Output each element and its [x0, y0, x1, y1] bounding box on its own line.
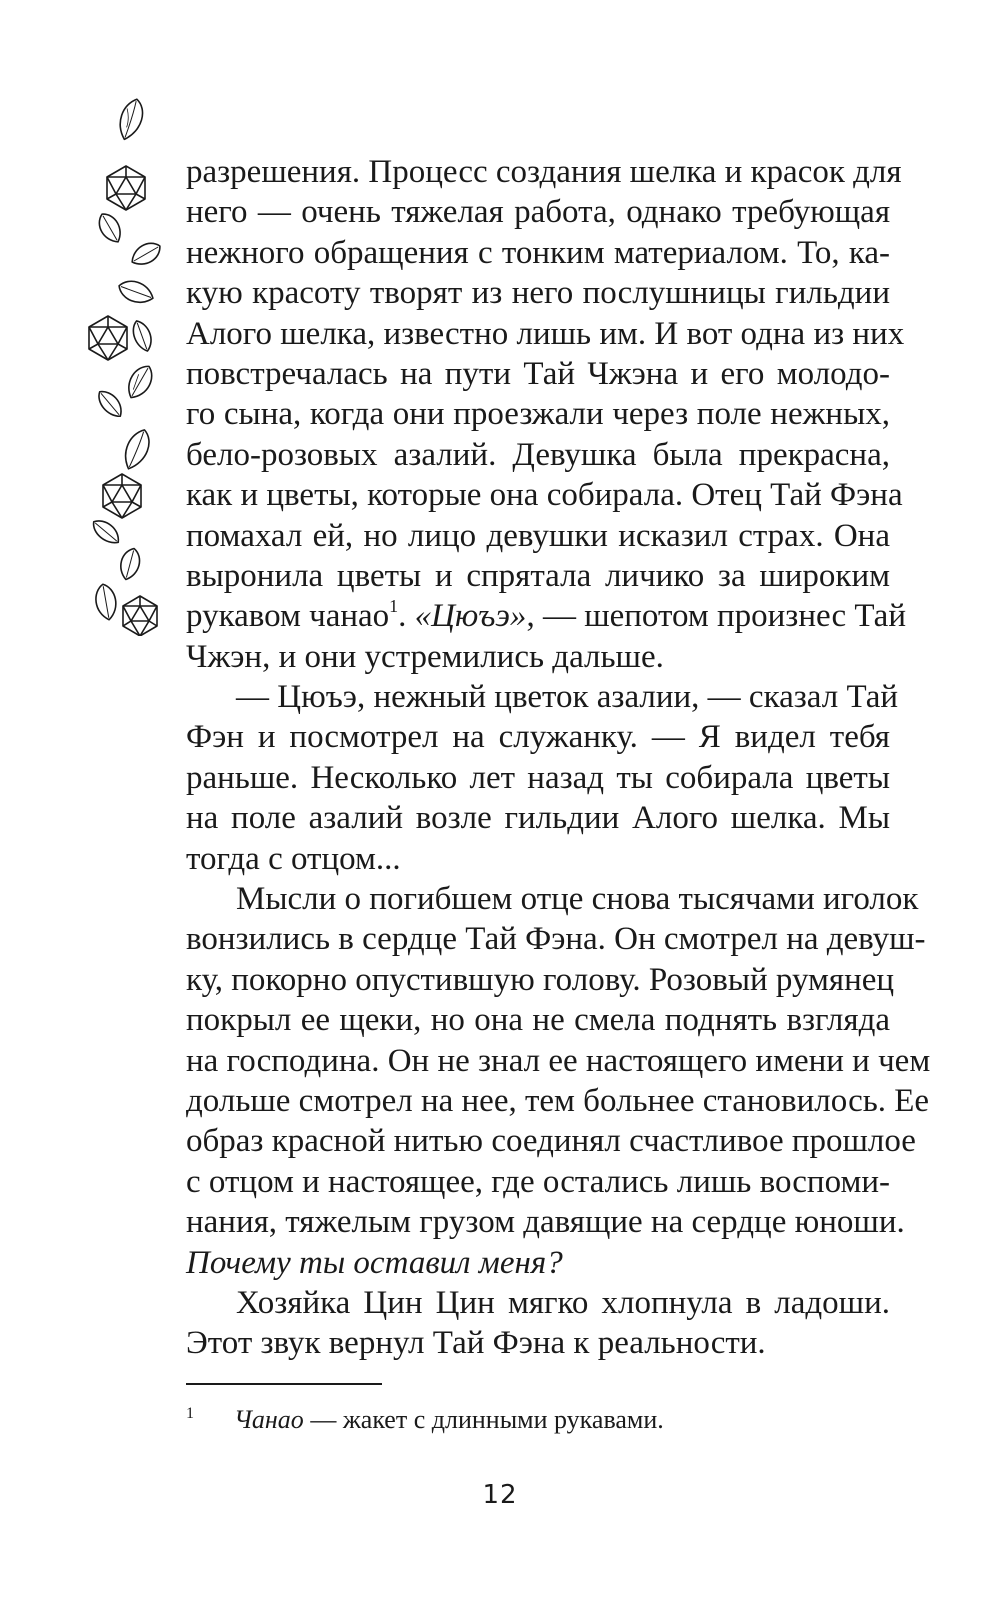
text-line: дольше смотрел на нее, тем больнее становилось. Ее	[186, 1082, 930, 1119]
text-line: на господина. Он не знал ее настоящего имени и чем	[186, 1042, 931, 1079]
petal-icon	[128, 238, 165, 270]
petal-icon	[94, 386, 127, 421]
icosahedron-icon	[103, 474, 141, 518]
icosahedron-icon	[89, 316, 127, 360]
page-number: 12	[482, 1480, 518, 1510]
text-line: Хозяйка Цин Цин мягко хлопнула в ладоши.	[236, 1284, 890, 1321]
petal-icon	[94, 210, 126, 247]
text-line: бело-розовых азалий. Девушка была прекрасна,	[186, 436, 890, 473]
text-fragment: , — шепотом произнес Тай	[526, 598, 906, 635]
decorative-ornament	[78, 96, 188, 636]
text-line-with-footnote	[186, 596, 906, 636]
text-fragment: .	[398, 598, 415, 635]
text-fragment: рукавом чанао	[186, 598, 390, 635]
body-text	[186, 152, 931, 1364]
text-line: разрешения. Процесс создания шелка и красок для	[186, 154, 902, 190]
text-line: нежного обращения с тонким материалом. То, ка-	[186, 234, 890, 271]
footnote-mark: 1	[186, 1405, 194, 1422]
text-line: Фэн и посмотрел на служанку. — Я видел тебя	[186, 719, 890, 756]
text-line: выронила цветы и спрятала личико за широким	[186, 557, 890, 594]
italic-thought: Почему ты оставил меня?	[186, 1244, 563, 1281]
text-line: него — очень тяжелая работа, однако требующая	[186, 194, 890, 231]
icosahedron-icon	[123, 596, 157, 636]
petal-icon	[116, 277, 157, 308]
text-line: образ красной нитью соединял счастливое прошлое	[186, 1123, 916, 1160]
text-line: помахал ей, но лицо девушки исказил страх. Она	[186, 517, 890, 554]
text-line: повстречалась на пути Тай Чжэна и его молодо-	[186, 355, 890, 392]
text-line: вонзились в сердце Тай Фэна. Он смотрел на девуш-	[186, 921, 926, 958]
petal-icon	[119, 426, 155, 473]
text-line: нания, тяжелым грузом давящие на сердце юноши.	[186, 1204, 905, 1241]
footnote-reference[interactable]: 1	[389, 596, 399, 617]
text-line: — Цюъэ, нежный цветок азалии, — сказал Тай	[236, 679, 899, 716]
text-line: на поле азалий возле гильдии Алого шелка. Мы	[186, 800, 890, 837]
text-line: Этот звук вернул Тай Фэна к реальности.	[186, 1325, 766, 1362]
text-line: Мысли о погибшем отце снова тысячами иголок	[236, 881, 919, 918]
footnote-definition: — жакет с длинными рукавами.	[303, 1405, 664, 1434]
footnote-divider	[186, 1383, 382, 1385]
text-line: кую красоту творят из него послушницы гильдии	[186, 275, 890, 312]
footnote-term: Чанао	[234, 1405, 304, 1434]
text-line: раньше. Несколько лет назад ты собирала цветы	[186, 759, 890, 796]
italic-name: «Цюъэ»	[414, 598, 527, 635]
petal-icon	[114, 96, 147, 142]
petal-icon	[123, 362, 158, 403]
icosahedron-icon	[107, 166, 145, 210]
text-line: го сына, когда они проезжали через поле нежных,	[186, 396, 890, 433]
petal-icon	[93, 583, 118, 622]
text-line: Чжэн, и они устремились дальше.	[186, 638, 664, 675]
petal-icon	[129, 318, 155, 353]
text-line: Алого шелка, известно лишь им. И вот одна из них	[186, 315, 905, 352]
text-line: тогда с отцом...	[186, 840, 401, 877]
text-line: ку, покорно опустившую голову. Розовый румянец	[186, 961, 895, 998]
footnote	[186, 1398, 890, 1436]
text-line: покрыл ее щеки, но она не смела поднять взгляда	[186, 1002, 890, 1039]
petal-icon	[89, 515, 124, 548]
petal-icon	[117, 546, 143, 582]
text-line: с отцом и настоящее, где остались лишь воспоми-	[186, 1163, 890, 1200]
text-line: как и цветы, которые она собирала. Отец Тай Фэна	[186, 477, 903, 514]
